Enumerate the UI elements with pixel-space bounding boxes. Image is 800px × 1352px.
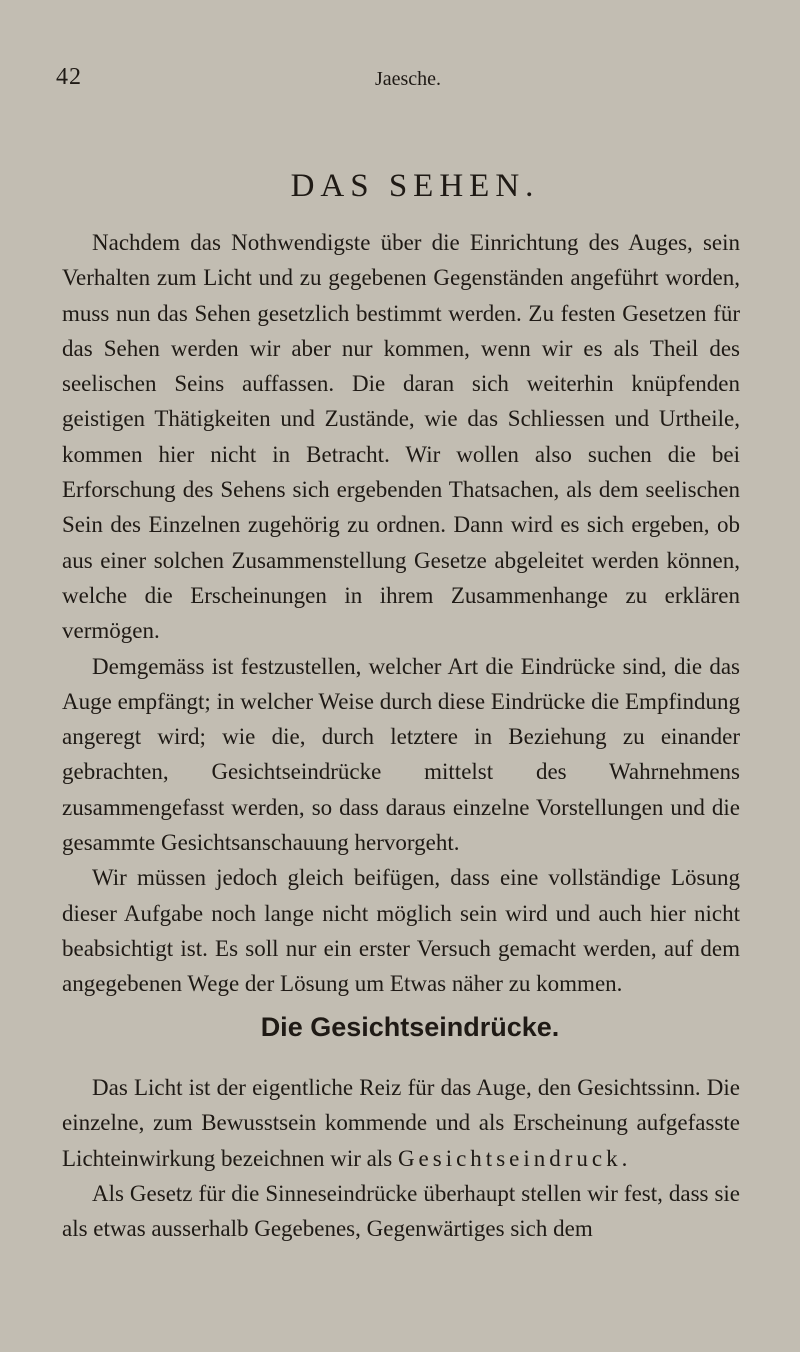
paragraph: Wir müssen jedoch gleich beifügen, dass eine vollständige Lösung dieser Aufgabe noch lange nicht möglich sein wird und auch hier nicht beabsichtigt ist. Es soll nur ein erster Versuch gemacht werden, auf dem angegebenen Wege der Lösung um Etwas näher zu kommen. — [62, 865, 740, 997]
paragraph: Nachdem das Nothwendigste über die Einrichtung des Auges, sein Verhalten zum Licht und zu gegebenen Gegenständen angeführt worden, muss nun das Sehen gesetzlich bestimmt werden. Zu festen Gesetzen für das Sehen werden wir aber nur kommen, wenn wir es als Theil des seelischen Seins auffassen. Die daran sich weiterhin knüpfenden geistigen Thätigkeiten und Zustände, wie das Schliessen und Urtheile, kommen hier nicht in Betracht. Wir wollen also suchen die bei Erforschung des Sehens sich ergebenden Thatsachen, als dem seelischen Sein des Einzelnen zugehörig zu ordnen. Dann wird es sich ergeben, ob aus einer solchen Zusammenstellung Gesetze abgeleitet werden können, welche die Erscheinungen in ihrem Zusammenhange zu erklären vermögen. — [62, 230, 740, 644]
paragraph: Demgemäss ist festzustellen, welcher Art die Eindrücke sind, die das Auge empfängt; in welcher Weise durch diese Eindrücke die Empfindung angeregt wird; wie die, durch letztere in Beziehung zu einander gebrachten, Gesichtseindrücke mittelst des Wahrnehmens zusammengefasst werden, so dass daraus einzelne Vorstellungen und die gesammte Gesichtsanschauung hervorgeht. — [62, 653, 740, 856]
paragraph — [62, 1070, 740, 1176]
paragraph-text: . — [621, 1145, 628, 1171]
page-header — [56, 64, 740, 96]
chapter-title: DAS SEHEN. — [290, 168, 540, 204]
paragraph: Als Gesetz für die Sinneseindrücke überhaupt stellen wir fest, dass sie als etwas ausserhalb Gegebenes, Gegenwärtiges sich dem — [62, 1180, 740, 1242]
section-body — [62, 225, 740, 1002]
running-head: Jaesche. — [374, 68, 442, 90]
section-body — [62, 1070, 740, 1246]
paragraph-text: Das Licht ist der eigentliche Reiz für das Auge, den Gesichtssinn. Die einzelne, zum Bewusstsein kommende und als Erscheinung aufgefasste Lichteinwirkung bezeichnen wir als — [62, 1075, 740, 1171]
page-number: 42 — [56, 64, 82, 90]
section-heading: Die Gesichtseindrücke. — [260, 1012, 560, 1042]
emphasized-term: Gesichtseindruck — [397, 1145, 622, 1171]
